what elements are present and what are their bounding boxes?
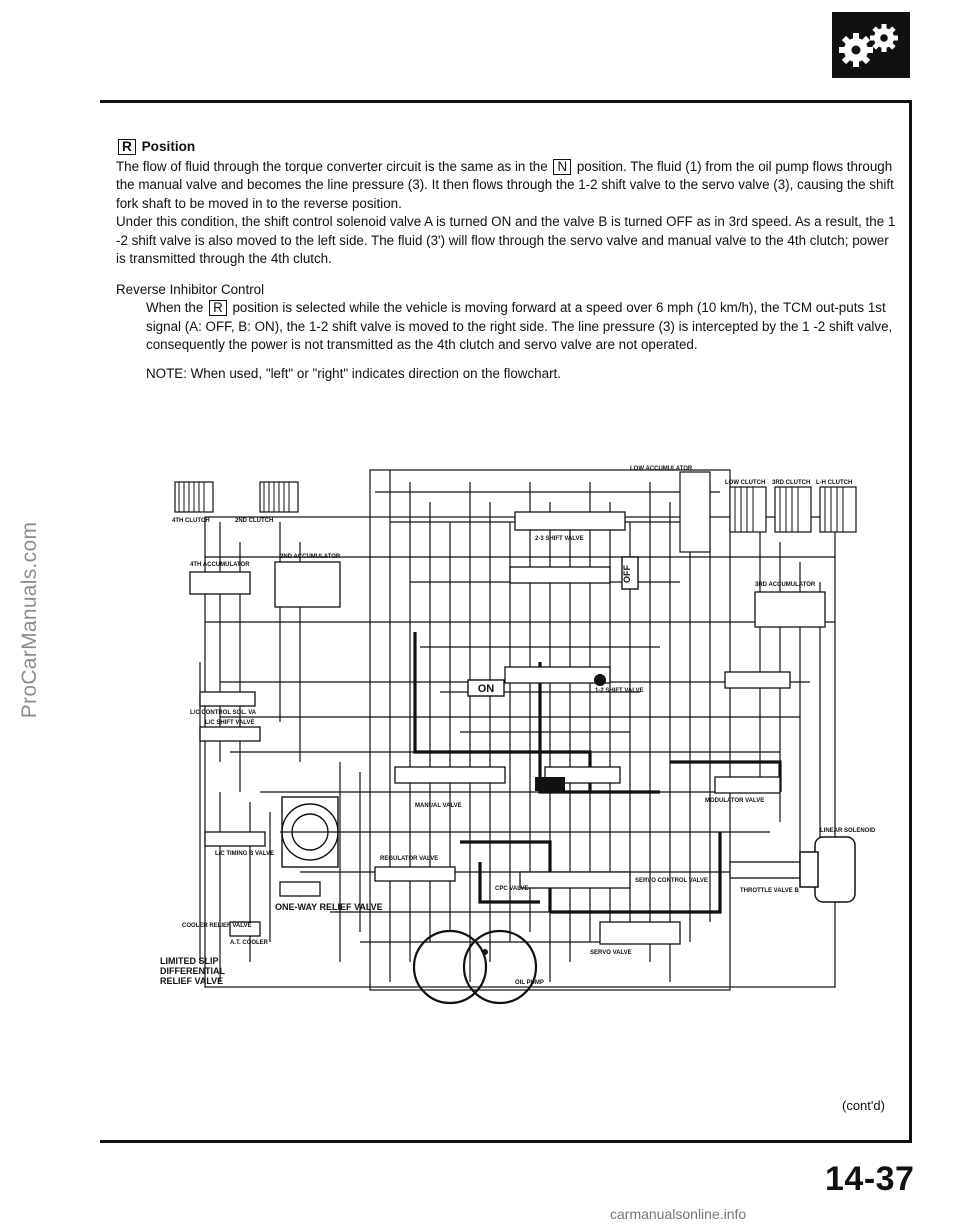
label-oil-pump: OIL PUMP xyxy=(515,980,544,986)
label-throttle-valve: THROTTLE VALVE B xyxy=(740,888,799,894)
label-lsd-2: DIFFERENTIAL xyxy=(160,966,225,976)
label-low-clutch: LOW CLUTCH xyxy=(725,480,766,486)
label-4th-accumulator: 4TH ACCUMULATOR xyxy=(190,562,250,568)
3rd-accumulator xyxy=(755,592,825,627)
position-title: Position xyxy=(141,139,196,154)
label-2nd-accumulator: 2ND ACCUMULATOR xyxy=(280,554,341,560)
paragraph-3 xyxy=(116,299,900,355)
lc-shift-valve xyxy=(200,727,260,741)
2-3-shift-valve xyxy=(515,512,625,530)
4th-accumulator xyxy=(190,572,250,594)
low-accumulator xyxy=(680,472,710,552)
label-lc-timing: L/C TIMING B VALVE xyxy=(215,851,275,857)
3-4-shift-valve xyxy=(510,567,610,583)
label-cpc-valve: CPC VALVE xyxy=(495,886,529,892)
on-label: ON xyxy=(477,683,495,695)
cooler-check-valve xyxy=(280,882,320,896)
paragraph-1 xyxy=(116,158,900,214)
footer-watermark: carmanualsonline.info xyxy=(610,1206,747,1222)
lc-control-solenoid xyxy=(200,692,255,706)
label-modulator-valve: MODULATOR VALVE xyxy=(705,798,765,804)
page-number: 14-37 xyxy=(825,1160,915,1198)
n-position-box: N xyxy=(553,159,571,175)
linear-solenoid xyxy=(800,837,855,902)
off-label: OFF xyxy=(622,565,632,583)
servo-valve xyxy=(600,922,680,944)
label-linear-solenoid: LINEAR SOLENOID xyxy=(820,828,876,834)
label-3rd-clutch: 3RD CLUTCH xyxy=(772,480,811,486)
regulator-valve xyxy=(375,867,455,881)
top-rule xyxy=(100,100,912,103)
right-rule xyxy=(909,100,912,1143)
label-atf-cooler: A.T. COOLER xyxy=(230,940,269,946)
r-position-box: R xyxy=(209,300,227,316)
gears-logo-icon xyxy=(832,12,910,78)
manual-valve-spool-dark xyxy=(535,777,565,791)
bottom-rule xyxy=(100,1140,912,1143)
label-lc-shift: L/C SHIFT VALVE xyxy=(205,720,255,726)
manual-valve xyxy=(395,767,505,783)
label-1-2-shift-valve: 1-2 SHIFT VALVE xyxy=(595,688,644,694)
position-heading xyxy=(116,138,900,157)
label-lc-control: L/C CONTROL SOL. VA xyxy=(190,710,257,716)
paragraph-1-end: position. The fluid (1) from the oil pump flows through the manual valve and becomes the line pressure (3). It then flows through the 1-2 shift valve to the servo valve (3), causing the shift fork shaft to be moved in to the reverse position. xyxy=(116,158,894,211)
throttle-valve-b xyxy=(730,862,800,878)
side-watermark xyxy=(12,420,48,820)
label-lh-clutch: L-H CLUTCH xyxy=(816,480,853,486)
label-lsd-3: RELIEF VALVE xyxy=(160,976,224,986)
reverse-inhibitor-heading: Reverse Inhibitor Control xyxy=(116,281,265,297)
modulator xyxy=(715,777,780,793)
side-watermark-text: ProCarManuals.com xyxy=(18,521,41,719)
label-cooler-relief: COOLER RELIEF VALVE xyxy=(182,923,252,929)
label-3rd-accumulator: 3RD ACCUMULATOR xyxy=(755,582,816,588)
label-low-accumulator: LOW ACCUMULATOR xyxy=(630,466,693,472)
paragraph-1-start: The flow of fluid through the torque converter circuit is the same as in the xyxy=(116,158,548,174)
paragraph-3-end: position is selected while the vehicle is moving forward at a speed over 6 mph (10 km/h), the TCM out-puts 1st signal (A: OFF, B: ON), the 1-2 shift valve is moved to the right side. The line pressure (3) is intercepted by the 1 -2 shift valve, consequently the power is not transmitted as the 4th clutch and servo valve are not operated. xyxy=(146,300,893,352)
contd-label: (cont'd) xyxy=(842,1098,885,1113)
lc-timing-valve xyxy=(205,832,265,846)
servo-control-valve xyxy=(520,872,630,888)
label-2nd-clutch: 2ND CLUTCH xyxy=(235,518,274,524)
4th-exhaust-valve xyxy=(725,672,790,688)
label-servo-valve: SERVO VALVE xyxy=(590,950,632,956)
label-2-3-shift-valve: 2-3 SHIFT VALVE xyxy=(535,536,584,542)
label-4th-clutch: 4TH CLUTCH xyxy=(172,518,210,524)
flowchart-svg xyxy=(160,462,880,1037)
label-one-way-relief: ONE-WAY RELIEF VALVE xyxy=(275,902,383,912)
note: NOTE: When used, "left" or "right" indicates direction on the flowchart. xyxy=(146,365,561,381)
label-regulator-valve: REGULATOR VALVE xyxy=(380,856,439,862)
body-text xyxy=(116,138,900,383)
label-lsd-1: LIMITED SLIP xyxy=(160,956,219,966)
label-manual-valve: MANUAL VALVE xyxy=(415,803,462,809)
hydraulic-flowchart xyxy=(160,462,880,1037)
position-box: R xyxy=(118,139,136,155)
paragraph-2: Under this condition, the shift control solenoid valve A is turned ON and the valve B is turned OFF as in 3rd speed. As a result, the 1 -2 shift valve is also moved to the left side. The fluid (3') will flow through the servo valve and manual valve to the 4th clutch; power is transmitted through the 4th clutch. xyxy=(116,214,896,266)
paragraph-3-start: When the xyxy=(146,300,204,315)
2nd-accumulator xyxy=(275,562,340,607)
label-servo-control-valve: SERVO CONTROL VALVE xyxy=(635,878,708,884)
